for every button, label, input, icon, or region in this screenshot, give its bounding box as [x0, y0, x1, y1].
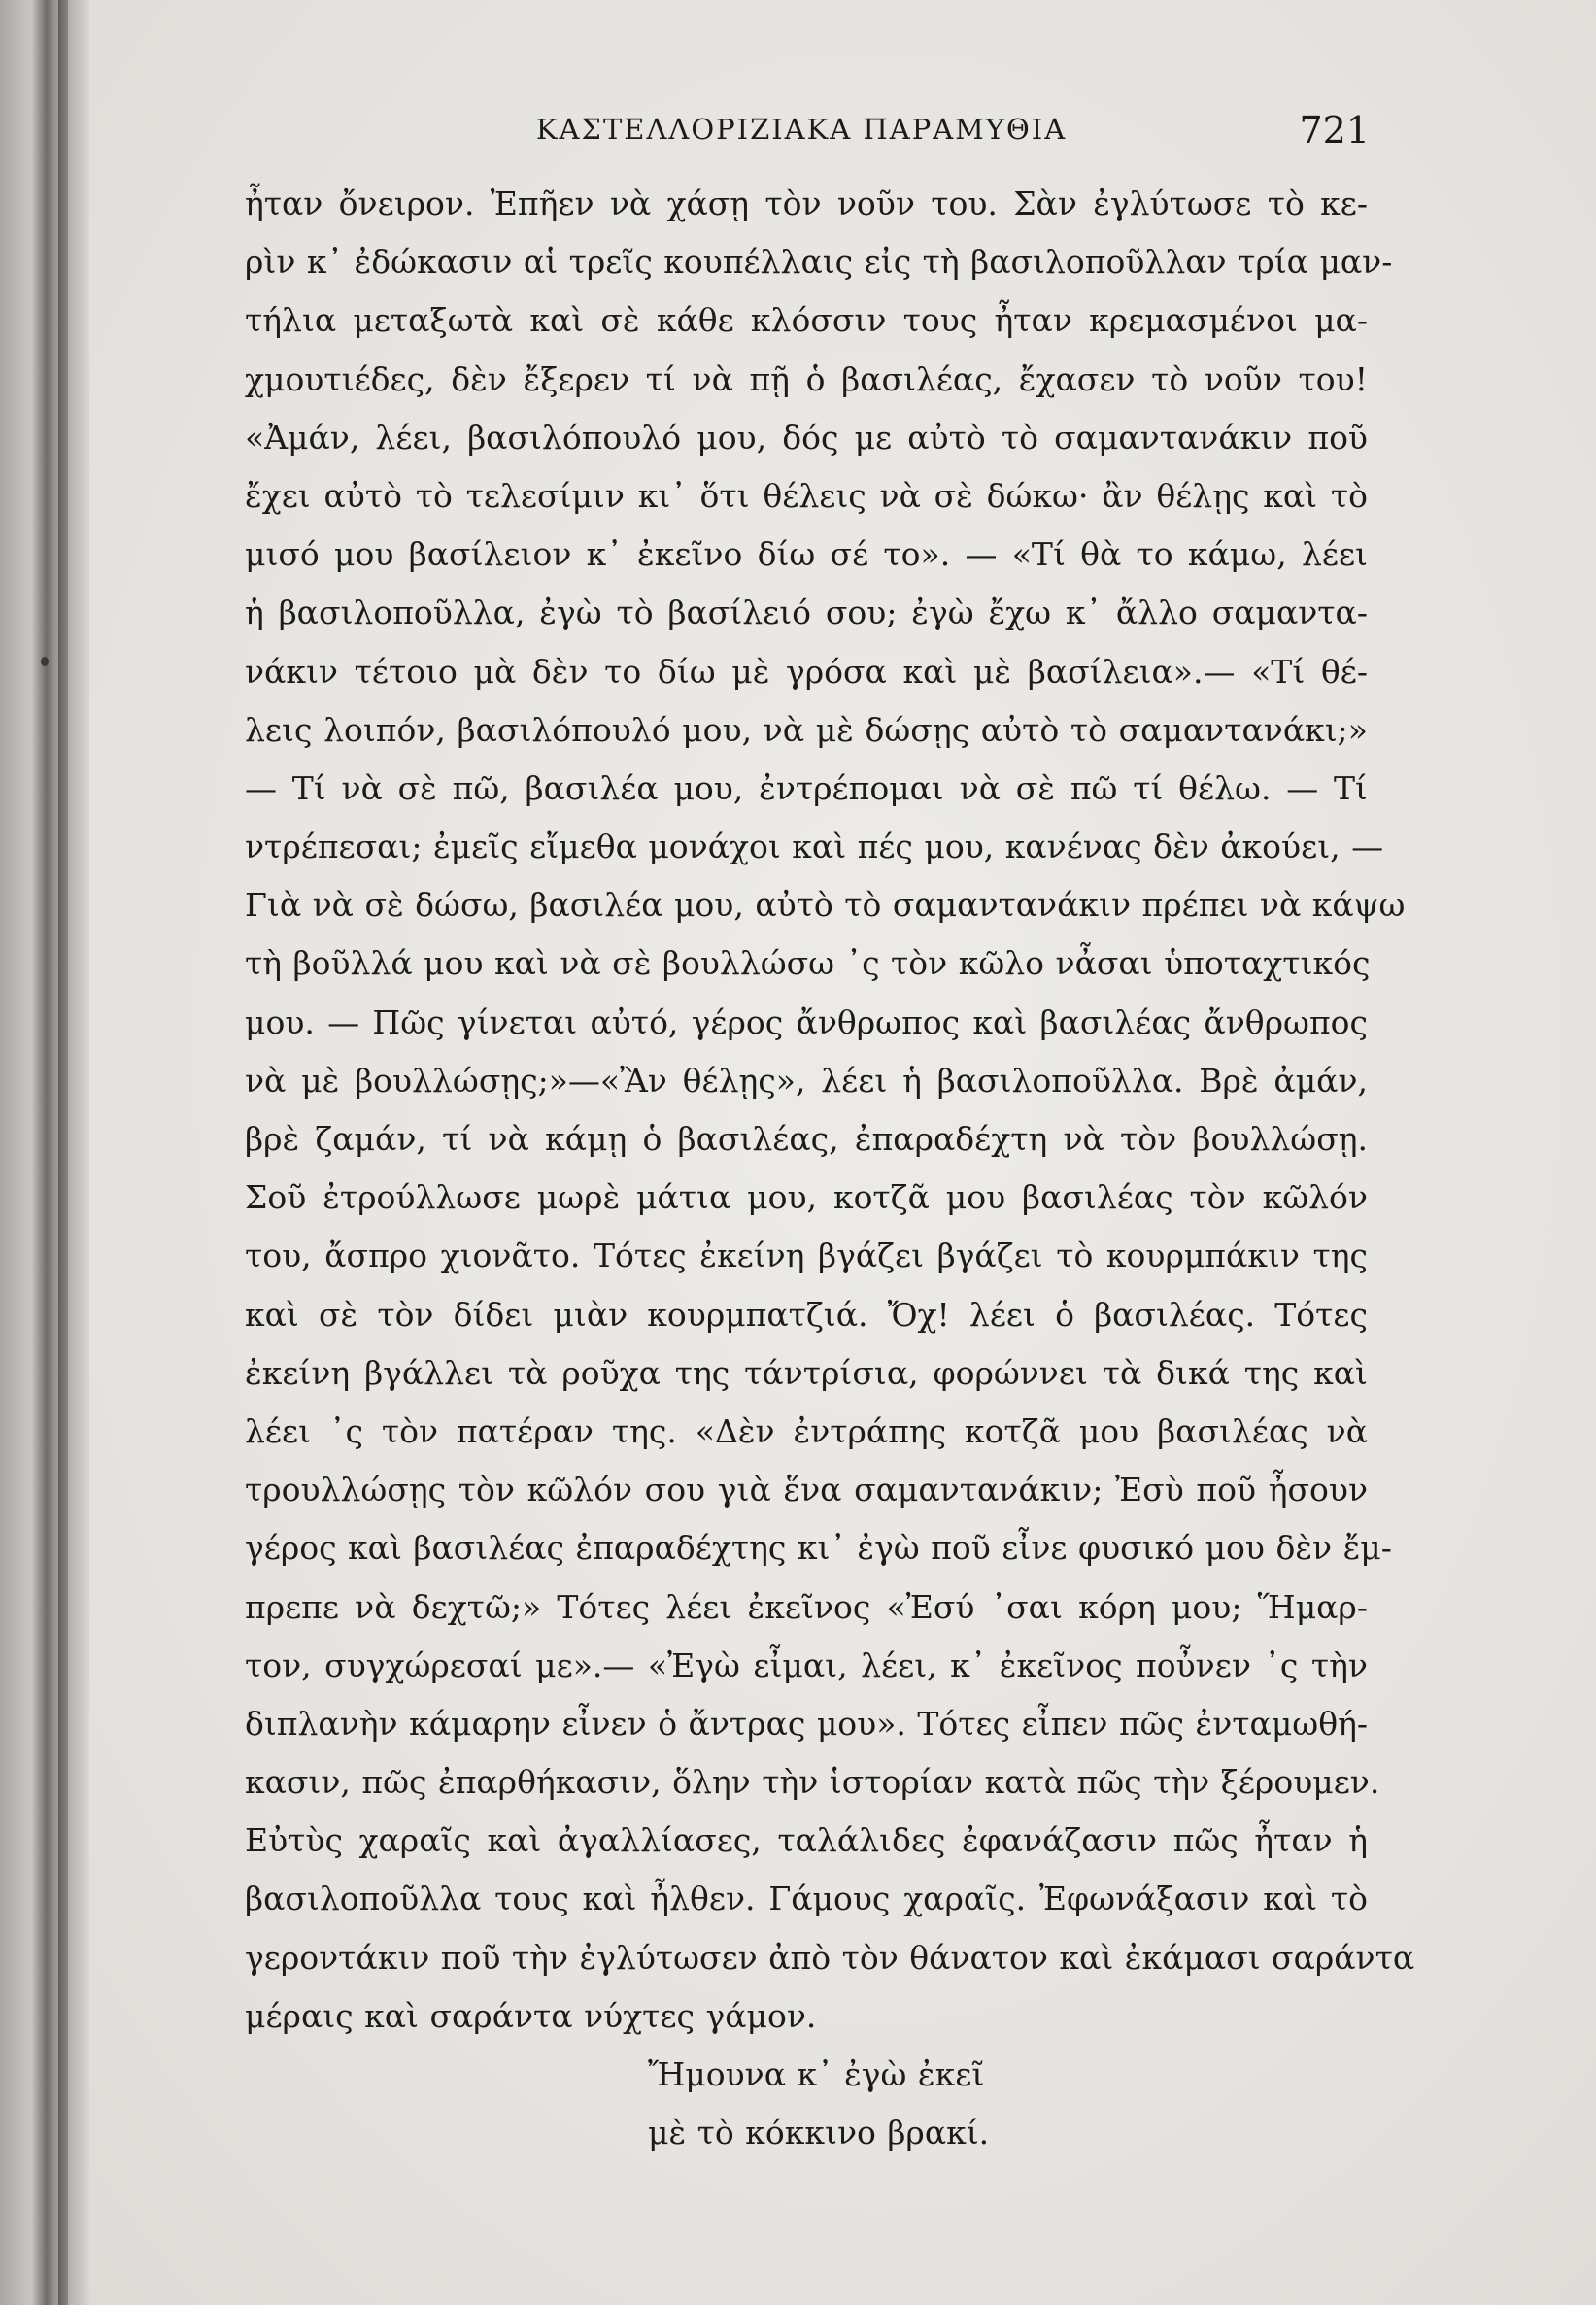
text-line: Σοῦ ἐτρούλλωσε μωρὲ μάτια μου, κοτζᾶ μου βασιλέας τὸν κῶλόν: [245, 1178, 1368, 1217]
text-line: ἡ βασιλοποῦλλα, ἐγὼ τὸ βασίλειό σου; ἐγὼ ἔχω κ᾽ ἄλλο σαμαντα-: [245, 593, 1368, 632]
body-text: [245, 175, 1415, 2162]
text-line: — Τί νὰ σὲ πῶ, βασιλέα μου, ἐντρέπομαι νὰ σὲ πῶ τί θέλω. — Τί: [245, 768, 1368, 807]
text-line: καὶ σὲ τὸν δίδει μιὰν κουρμπατζιά. Ὄχ! λέει ὁ βασιλέας. Τότες: [245, 1295, 1368, 1334]
text-line: διπλανὴν κάμαρην εἶνεν ὁ ἄντρας μου». Τότες εἶπεν πῶς ἐνταμωθή-: [245, 1704, 1368, 1743]
text-line: χμουτιέδες, δὲν ἔξερεν τί νὰ πῇ ὁ βασιλέας, ἔχασεν τὸ νοῦν του!: [245, 359, 1368, 398]
text-line: τον, συγχώρεσαί με».— «Ἐγὼ εἶμαι, λέει, κ᾽ ἐκεῖνος ποὖνεν ᾽ς τὴν: [245, 1645, 1368, 1684]
text-line: Γιὰ νὰ σὲ δώσω, βασιλέα μου, αὐτὸ τὸ σαμαντανάκιν πρέπει νὰ κάψω: [245, 886, 1406, 925]
text-line: λέει ᾽ς τὸν πατέραν της. «Δὲν ἐντράπης κοτζᾶ μου βασιλέας νὰ: [245, 1411, 1368, 1450]
text-line: βασιλοποῦλλα τους καὶ ἦλθεν. Γάμους χαραῖς. Ἐφωνάξασιν καὶ τὸ: [245, 1880, 1368, 1918]
text-line: λεις λοιπόν, βασιλόπουλό μου, νὰ μὲ δώσῃς αὐτὸ τὸ σαμαντανάκι;»: [245, 710, 1368, 749]
running-head: ΚΑΣΤΕΛΛΟΡΙΖΙΑΚΑ ΠΑΡΑΜΥΘΙΑ: [535, 113, 1068, 146]
book-gutter: [0, 0, 89, 2305]
text-line: τὴ βοῦλλά μου καὶ νὰ σὲ βουλλώσω ᾽ς τὸν κῶλο νἆσαι ὑποταχτικός: [245, 944, 1371, 983]
page-number: 721: [1299, 109, 1370, 152]
text-line: τρουλλώσῃς τὸν κῶλόν σου γιὰ ἕνα σαμαντανάκιν; Ἐσὺ ποῦ ἦσουν: [245, 1471, 1368, 1509]
text-line: βρὲ ζαμάν, τί νὰ κάμῃ ὁ βασιλέας, ἐπαραδέχτη νὰ τὸν βουλλώσῃ.: [245, 1120, 1368, 1158]
ink-speck: [41, 657, 49, 666]
text-line: ἦταν ὄνειρον. Ἐπῆεν νὰ χάσῃ τὸν νοῦν του. Σὰν ἐγλύτωσε τὸ κε-: [245, 185, 1368, 222]
text-line: γέρος καὶ βασιλέας ἐπαραδέχτης κι᾽ ἐγὼ ποῦ εἶνε φυσικό μου δὲν ἔμ-: [245, 1529, 1392, 1568]
text-line: τήλια μεταξωτὰ καὶ σὲ κάθε κλόσσιν τους ἦταν κρεμασμένοι μα-: [245, 301, 1368, 340]
text-line: νὰ μὲ βουλλώσῃς;»—«Ἂν θέλῃς», λέει ἡ βασιλοποῦλλα. Βρὲ ἀμάν,: [245, 1061, 1368, 1100]
text-line: πρεπε νὰ δεχτῶ;» Τότες λέει ἐκεῖνος «Ἐσύ ᾽σαι κόρη μου; Ἥμαρ-: [245, 1587, 1368, 1626]
text-line: μου. — Πῶς γίνεται αὐτό, γέρος ἄνθρωπος καὶ βασιλέας ἄνθρωπος: [245, 1002, 1368, 1041]
verse-line: Ἤμουνα κ᾽ ἐγὼ ἐκεῖ: [648, 2055, 985, 2093]
verse-line: μὲ τὸ κόκκινο βρακί.: [648, 2114, 990, 2152]
text-line: ἐκείνη βγάλλει τὰ ροῦχα της τάντρίσια, φορώννει τὰ δικά της καὶ: [245, 1353, 1368, 1392]
page-header: [233, 109, 1370, 157]
text-line: του, ἄσπρο χιονᾶτο. Τότες ἐκείνη βγάζει βγάζει τὸ κουρμπάκιν της: [245, 1237, 1368, 1275]
text-line: «Ἀμάν, λέει, βασιλόπουλό μου, δός με αὐτὸ τὸ σαμαντανάκιν ποῦ: [245, 418, 1368, 457]
gutter-shadow: [58, 0, 68, 2305]
text-line: γεροντάκιν ποῦ τὴν ἐγλύτωσεν ἀπὸ τὸν θάνατον καὶ ἐκάμασι σαράντα: [245, 1938, 1415, 1977]
text-line: ἔχει αὐτὸ τὸ τελεσίμιν κι᾽ ὅτι θέλεις νὰ σὲ δώκω· ἂν θέλῃς καὶ τὸ: [245, 476, 1368, 515]
text-line: μισό μου βασίλειον κ᾽ ἐκεῖνο δίω σέ το». — «Τί θὰ το κάμω, λέει: [245, 535, 1368, 574]
text-line: ρὶν κ᾽ ἐδώκασιν αἱ τρεῖς κουπέλλαις εἰς τὴ βασιλοποῦλλαν τρία μαν-: [245, 243, 1393, 282]
text-line: Εὐτὺς χαραῖς καὶ ἀγαλλίασες, ταλάλιδες ἐφανάζασιν πῶς ἦταν ἡ: [245, 1821, 1368, 1860]
text-line-last: μέραις καὶ σαράντα νύχτες γάμον.: [245, 1996, 817, 2035]
text-line: ντρέπεσαι; ἐμεῖς εἴμεθα μονάχοι καὶ πές μου, κανένας δὲν ἀκούει, —: [245, 828, 1384, 866]
text-line: νάκιν τέτοιο μὰ δὲν το δίω μὲ γρόσα καὶ μὲ βασίλεια».— «Τί θέ-: [245, 652, 1368, 691]
text-line: κασιν, πῶς ἐπαρθήκασιν, ὅλην τὴν ἱστορίαν κατὰ πῶς τὴν ξέρουμεν.: [245, 1763, 1380, 1802]
